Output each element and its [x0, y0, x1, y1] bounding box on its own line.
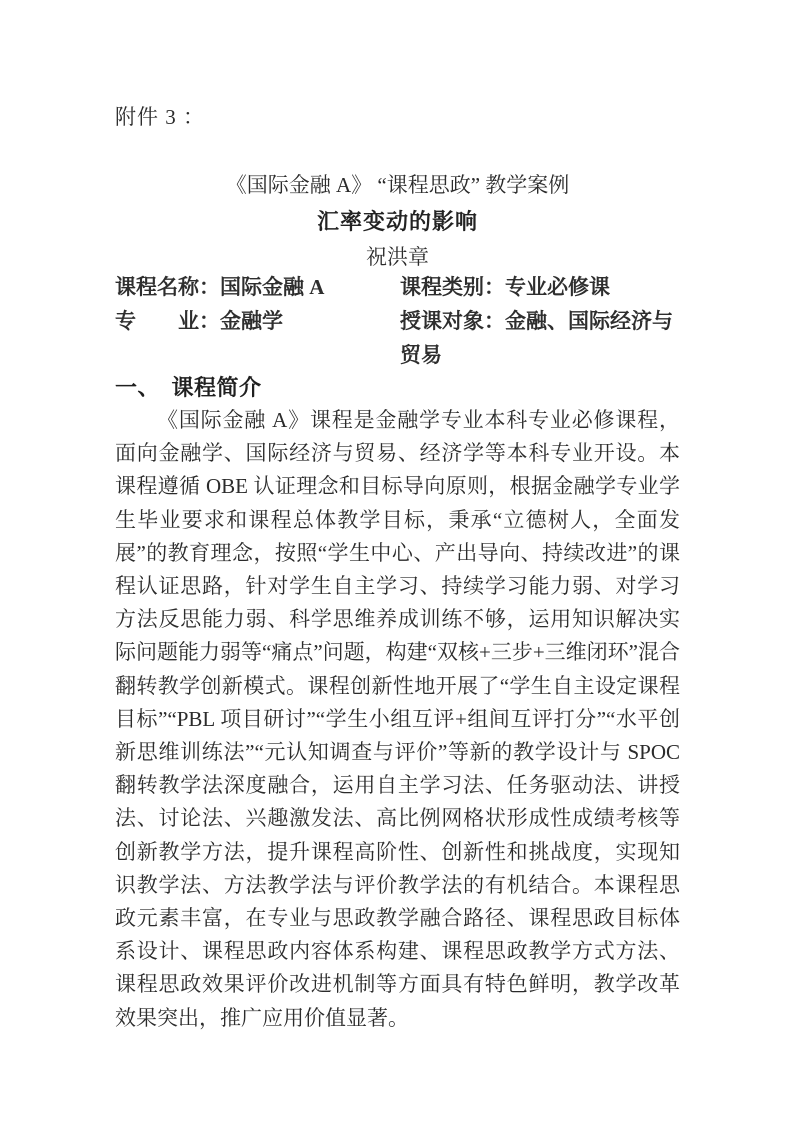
course-meta: [115, 270, 680, 372]
document-title: 《国际金融 A》 “课程思政” 教学案例: [225, 173, 570, 197]
section-heading-course-intro: 一、 课程简介: [115, 375, 262, 400]
course-intro-paragraph: 《国际金融 A》课程是金融学专业本科专业必修课程，面向金融学、国际经济与贸易、经济学等本科专业开设。本课程遵循 OBE 认证理念和目标导向原则，根据金融学专业学生毕业要求和课程总体教学目标，秉承“立德树人，全面发展”的教育理念，按照“学生中心、产出导向、持续改进”的课程认证思路，针对学生自主学习、持续学习能力弱、对学习方法反思能力弱、科学思维养成训练不够，运用知识解决实际问题能力弱等“痛点”问题，构建“双核+三步+三维闭环”混合翻转教学创新模式。课程创新性地开展了“学生自主设定课程目标”“PBL 项目研讨”“学生小组互评+组间互评打分”“水平创新思维训练法”“元认知调查与评价”等新的教学设计与 SPOC 翻转教学法深度融合，运用自主学习法、任务驱动法、讲授法、讨论法、兴趣激发法、高比例网格状形成性成绩考核等创新教学方法，提升课程高阶性、创新性和挑战度，实现知识教学法、方法教学法与评价教学法的有机结合。本课程思政元素丰富，在专业与思政教学融合路径、课程思政目标体系设计、课程思政内容体系构建、课程思政教学方式方法、课程思政效果评价改进机制等方面具有特色鲜明，教学改革效果突出，推广应用价值显著。: [115, 408, 680, 1030]
course-category: 课程类别：专业必修课: [400, 275, 610, 299]
meta-row-1: [115, 270, 680, 304]
course-name: 课程名称：国际金融 A: [115, 275, 325, 299]
case-title: 汇率变动的影响: [316, 209, 478, 234]
attachment-label: 附件 3 ：: [115, 105, 205, 129]
author-name: 祝洪章: [366, 245, 429, 269]
course-major: 专 业：金融学: [115, 309, 283, 333]
meta-row-2: [115, 304, 680, 372]
course-audience: 授课对象：金融、国际经济与贸易: [400, 309, 673, 367]
